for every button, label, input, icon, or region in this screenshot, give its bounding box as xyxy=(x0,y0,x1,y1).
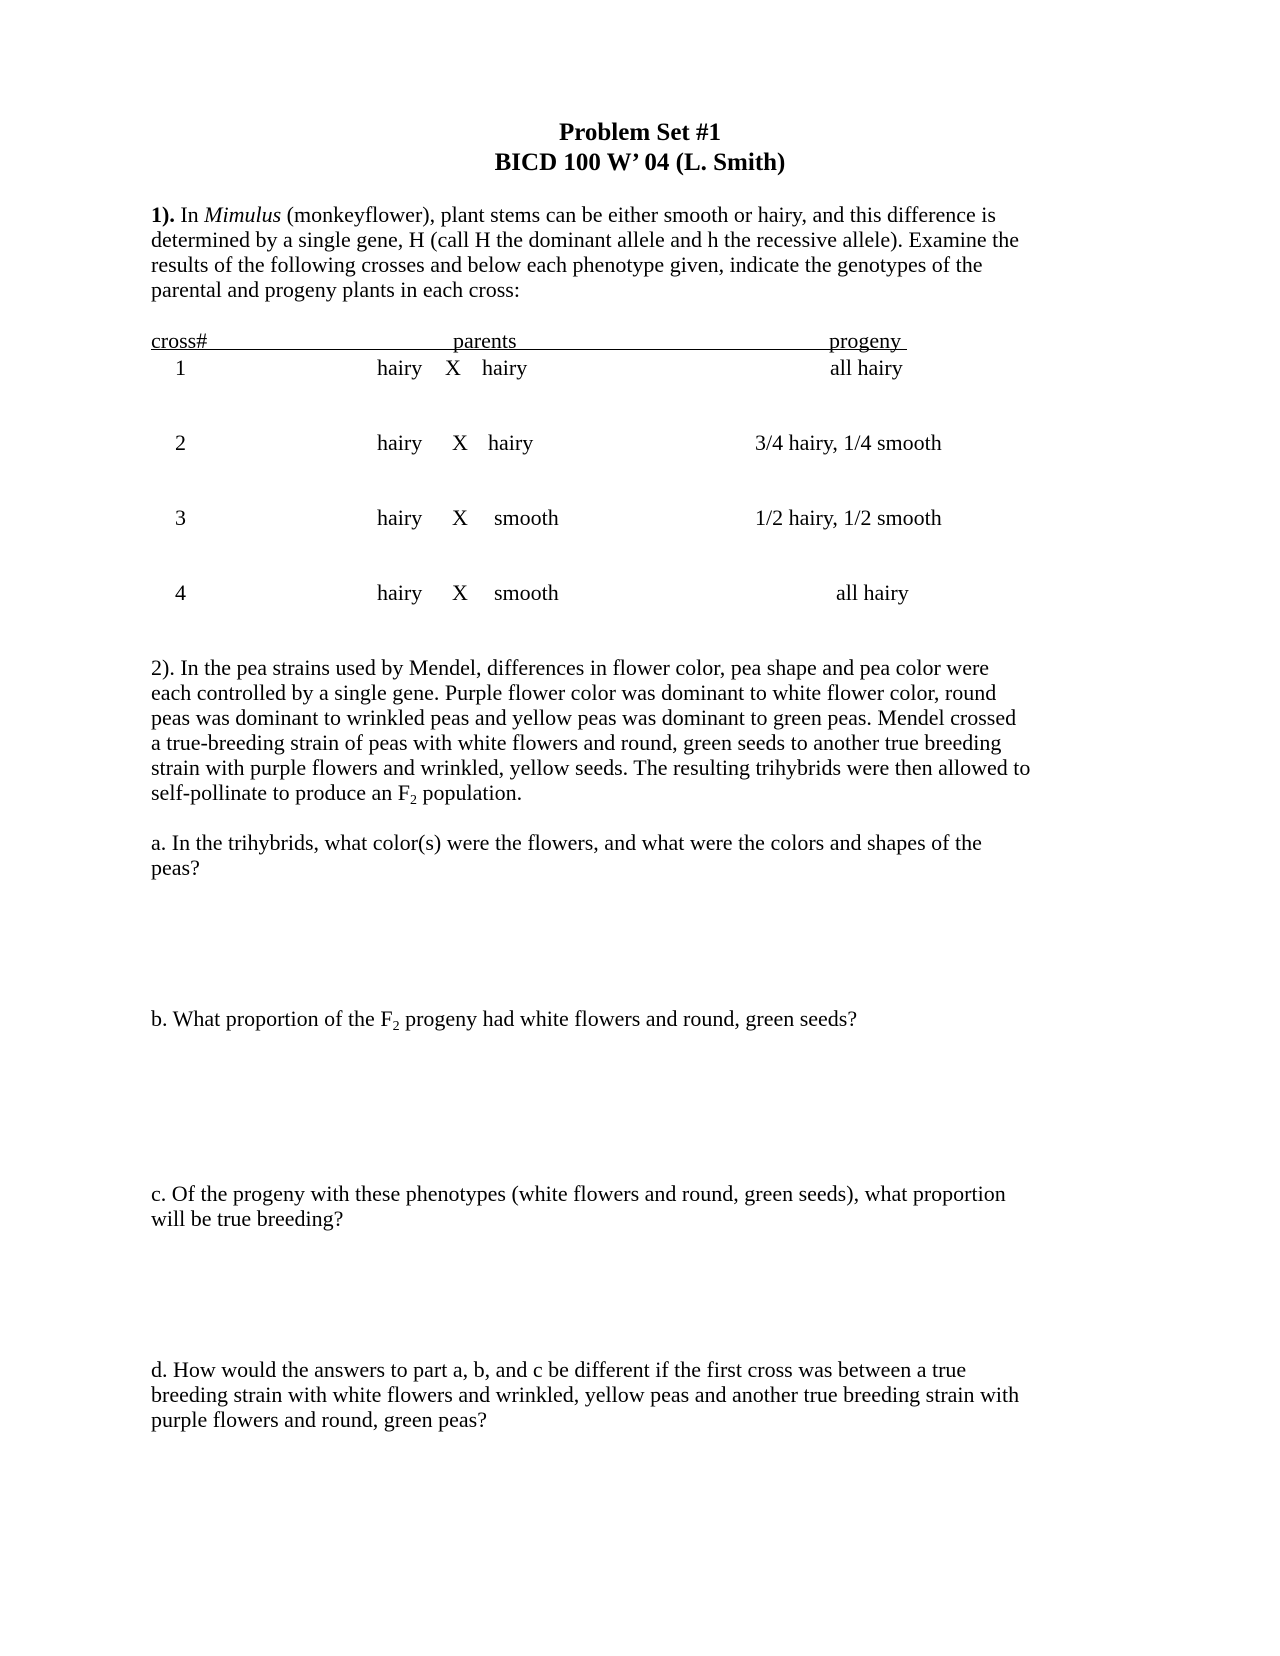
part-b-line-1 xyxy=(151,1006,1141,1039)
question-2-line-6-text: self-pollinate to produce an F xyxy=(151,780,411,805)
genus-name: Mimulus xyxy=(204,202,282,227)
row-4-parent-1: hairy xyxy=(377,580,423,605)
course-subtitle: BICD 100 W’ 04 (L. Smith) xyxy=(494,149,786,176)
question-2-line-5: strain with purple flowers and wrinkled, yellow seeds. The resulting trihybrids were then allowed to xyxy=(151,755,1031,780)
row-1-cross: 1 xyxy=(175,355,186,380)
part-b-text: b. What proportion of the F xyxy=(151,1006,393,1031)
question-1-line-4: parental and progeny plants in each cross: xyxy=(151,277,520,302)
row-1-progeny: all hairy xyxy=(830,355,903,380)
part-c-line-1: c. Of the progeny with these phenotypes (white flowers and round, green seeds), what proportion xyxy=(151,1181,1006,1206)
part-b-f2-subscript: 2 xyxy=(392,1019,400,1034)
table-header-rule xyxy=(151,349,907,350)
row-3-cross-symbol: X xyxy=(452,505,468,530)
question-1-line-2: determined by a single gene, H (call H the dominant allele and h the recessive allele). Examine the xyxy=(151,227,1020,252)
row-3-parent-2: smooth xyxy=(494,505,559,530)
question-1-intro: In xyxy=(174,202,205,227)
row-4-cross: 4 xyxy=(175,580,186,605)
question-2-line-6-end: population. xyxy=(417,780,523,805)
header-parents: parents xyxy=(453,328,517,353)
question-1-line-1 xyxy=(151,202,1141,227)
row-2-cross: 2 xyxy=(175,430,186,455)
row-2-cross-symbol: X xyxy=(452,430,468,455)
part-d-line-2: breeding strain with white flowers and wrinkled, yellow peas and another true breeding strain with xyxy=(151,1382,1020,1407)
row-1-parent-1: hairy xyxy=(377,355,423,380)
part-c-line-2: will be true breeding? xyxy=(151,1206,344,1231)
question-2-part-c xyxy=(151,1181,1141,1231)
row-3-progeny: 1/2 hairy, 1/2 smooth xyxy=(755,505,942,530)
f2-subscript: 2 xyxy=(410,793,418,808)
part-d-line-3: purple flowers and round, green peas? xyxy=(151,1407,487,1432)
part-a-line-1: a. In the trihybrids, what color(s) were the flowers, and what were the colors and shapes of the xyxy=(151,830,982,855)
question-1 xyxy=(151,202,1141,302)
header-progeny: progeny xyxy=(829,328,902,353)
question-2 xyxy=(151,655,1141,813)
question-2-part-a xyxy=(151,830,1141,880)
question-2-line-3: peas was dominant to wrinkled peas and yellow peas was dominant to green peas. Mendel crossed xyxy=(151,705,1017,730)
row-1-cross-symbol: X xyxy=(445,355,461,380)
question-2-line-1: 2). In the pea strains used by Mendel, differences in flower color, pea shape and pea color were xyxy=(151,655,990,680)
question-1-number: 1). xyxy=(151,202,175,227)
header-cross: cross# xyxy=(151,328,208,353)
row-3-cross: 3 xyxy=(175,505,186,530)
row-4-cross-symbol: X xyxy=(452,580,468,605)
row-3-parent-1: hairy xyxy=(377,505,423,530)
question-2-line-2: each controlled by a single gene. Purple flower color was dominant to white flower color, round xyxy=(151,680,997,705)
row-4-progeny: all hairy xyxy=(836,580,909,605)
row-2-parent-1: hairy xyxy=(377,430,423,455)
row-2-parent-2: hairy xyxy=(488,430,534,455)
row-2-progeny: 3/4 hairy, 1/4 smooth xyxy=(755,430,942,455)
question-2-line-6 xyxy=(151,780,1141,813)
row-1-parent-2: hairy xyxy=(482,355,528,380)
part-b-text-end: progeny had white flowers and round, green seeds? xyxy=(399,1006,858,1031)
part-d-line-1: d. How would the answers to part a, b, and c be different if the first cross was between a true xyxy=(151,1357,967,1382)
question-2-part-d xyxy=(151,1357,1141,1432)
page-title: Problem Set #1 xyxy=(558,119,721,146)
part-a-line-2: peas? xyxy=(151,855,200,880)
question-1-line-1-text: (monkeyflower), plant stems can be either smooth or hairy, and this difference is xyxy=(281,202,996,227)
question-1-line-3: results of the following crosses and below each phenotype given, indicate the genotypes of the xyxy=(151,252,983,277)
row-4-parent-2: smooth xyxy=(494,580,559,605)
question-2-line-4: a true-breeding strain of peas with white flowers and round, green seeds to another true breeding xyxy=(151,730,1002,755)
question-2-part-b xyxy=(151,1006,1141,1039)
